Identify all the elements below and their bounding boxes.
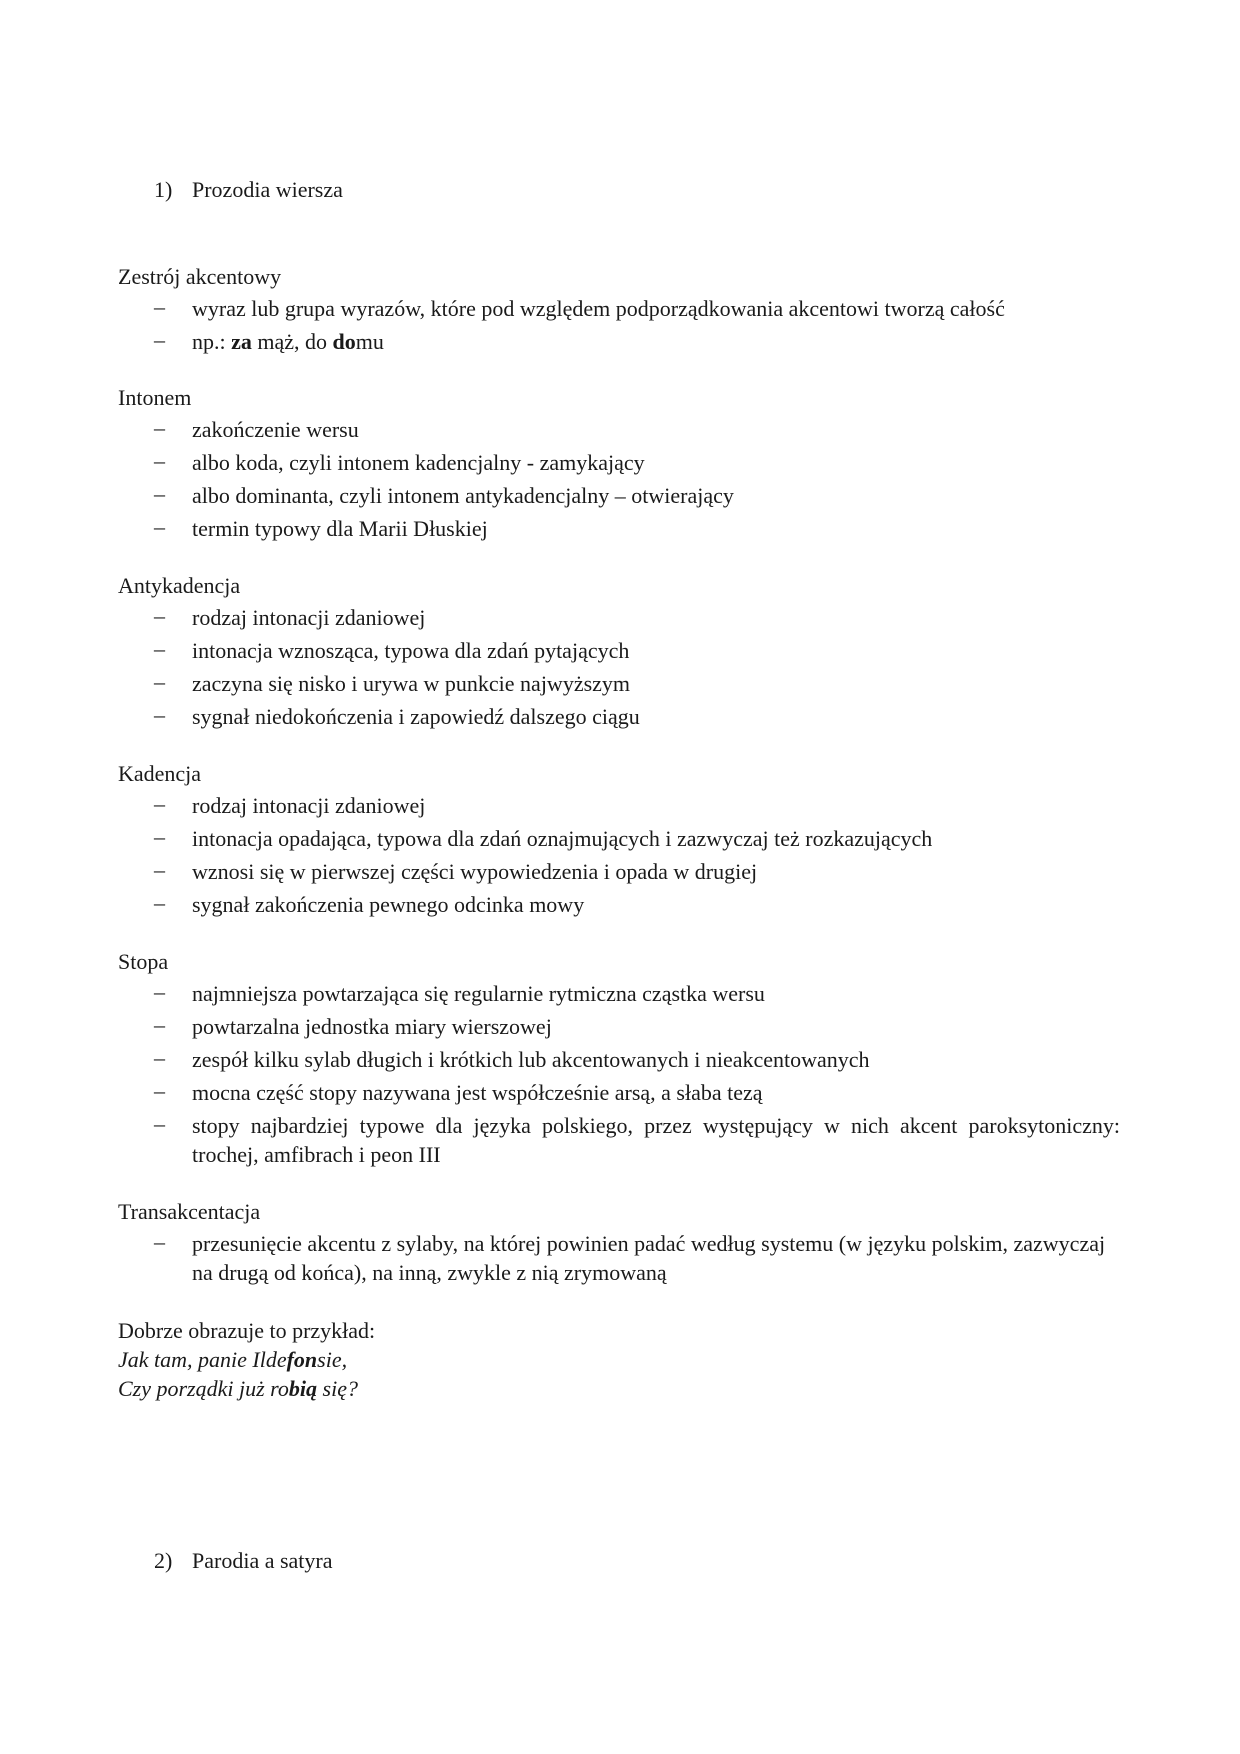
list-item — [154, 1229, 1120, 1287]
heading-number: 2) — [154, 1548, 173, 1573]
list-item-text: wyraz lub grupa wyrazów, które pod względem podporządkowania akcentowi tworzą całość — [192, 296, 1005, 321]
list-item-text: przesunięcie akcentu z sylaby, na której powinien padać według systemu (w języku polskim, zazwyczaj na drugą od końca), na inną, zwykle z nią zrymowaną — [192, 1231, 1106, 1285]
list-item-text: rodzaj intonacji zdaniowej — [192, 793, 426, 818]
list-item — [154, 448, 1120, 477]
dash-bullet: – — [154, 669, 165, 694]
list-item-text: stopy najbardziej typowe dla języka polskiego, przez występujący w nich akcent paroksytoniczny: trochej, amfibrach i peon III — [192, 1113, 1120, 1167]
list-item — [154, 669, 1120, 698]
heading-2 — [154, 1548, 333, 1574]
list-item — [154, 294, 1120, 323]
dash-bullet: – — [154, 857, 165, 882]
dash-bullet: – — [154, 979, 165, 1004]
list-item-text: zakończenie wersu — [192, 417, 359, 442]
term-stopa: Stopa — [118, 949, 169, 974]
list-item — [154, 702, 1120, 731]
list-item-text: np.: za mąż, do domu — [192, 329, 384, 354]
list-item — [154, 791, 1120, 820]
list-item-text: zespół kilku sylab długich i krótkich lub akcentowanych i nieakcentowanych — [192, 1047, 870, 1072]
dash-bullet: – — [154, 603, 165, 628]
dash-bullet: – — [154, 636, 165, 661]
list-item — [154, 857, 1120, 886]
dash-bullet: – — [154, 1111, 165, 1136]
list-item — [154, 481, 1120, 510]
dash-bullet: – — [154, 448, 165, 473]
dash-bullet: – — [154, 1229, 165, 1254]
list-item-text: termin typowy dla Marii Dłuskiej — [192, 516, 488, 541]
list-item-text: zaczyna się nisko i urywa w punkcie najwyższym — [192, 671, 631, 696]
list-item — [154, 636, 1120, 665]
heading-text: Prozodia wiersza — [192, 177, 343, 202]
stressed-syllable: do — [332, 329, 356, 354]
example-line-2: Czy porządki już robią się? — [118, 1376, 358, 1401]
stressed-syllable: bią — [288, 1376, 318, 1401]
dash-bullet: – — [154, 514, 165, 539]
example-line-1: Jak tam, panie Ildefonsie, — [118, 1347, 348, 1372]
dash-bullet: – — [154, 1012, 165, 1037]
dash-bullet: – — [154, 791, 165, 816]
list-item — [154, 1045, 1120, 1074]
term-zestroj: Zestrój akcentowy — [118, 264, 282, 289]
dash-bullet: – — [154, 1078, 165, 1103]
dash-bullet: – — [154, 327, 165, 352]
heading-number: 1) — [154, 177, 173, 202]
heading-1 — [154, 177, 343, 203]
dash-bullet: – — [154, 481, 165, 506]
list-item-text: albo dominanta, czyli intonem antykadencjalny – otwierający — [192, 483, 734, 508]
list-item — [154, 1111, 1120, 1169]
list-item-text: albo koda, czyli intonem kadencjalny - zamykający — [192, 450, 645, 475]
dash-bullet: – — [154, 824, 165, 849]
list-item — [154, 514, 1120, 543]
list-item-text: rodzaj intonacji zdaniowej — [192, 605, 426, 630]
dash-bullet: – — [154, 890, 165, 915]
dash-bullet: – — [154, 1045, 165, 1070]
list-item — [154, 327, 1120, 356]
list-item-text: intonacja opadająca, typowa dla zdań oznajmujących i zazwyczaj też rozkazujących — [192, 826, 933, 851]
list-item-text: sygnał niedokończenia i zapowiedź dalszego ciągu — [192, 704, 640, 729]
stressed-syllable: fon — [286, 1347, 318, 1372]
list-item — [154, 979, 1120, 1008]
term-transakcentacja: Transakcentacja — [118, 1199, 261, 1224]
dash-bullet: – — [154, 702, 165, 727]
stressed-syllable: za — [231, 329, 252, 354]
heading-text: Parodia a satyra — [192, 1548, 333, 1573]
example-intro: Dobrze obrazuje to przykład: — [118, 1318, 376, 1343]
list-item — [154, 1012, 1120, 1041]
list-item-text: mocna część stopy nazywana jest współcześnie arsą, a słaba tezą — [192, 1080, 763, 1105]
dash-bullet: – — [154, 294, 165, 319]
list-item-text: powtarzalna jednostka miary wierszowej — [192, 1014, 552, 1039]
term-intonem: Intonem — [118, 385, 192, 410]
list-item — [154, 415, 1120, 444]
term-kadencja: Kadencja — [118, 761, 202, 786]
list-item — [154, 1078, 1120, 1107]
list-item-text: najmniejsza powtarzająca się regularnie rytmiczna cząstka wersu — [192, 981, 765, 1006]
list-item — [154, 824, 1120, 853]
list-item-text: sygnał zakończenia pewnego odcinka mowy — [192, 892, 585, 917]
list-item-text: intonacja wznosząca, typowa dla zdań pytających — [192, 638, 630, 663]
term-antykadencja: Antykadencja — [118, 573, 241, 598]
list-item — [154, 603, 1120, 632]
dash-bullet: – — [154, 415, 165, 440]
list-item — [154, 890, 1120, 919]
list-item-text: wznosi się w pierwszej części wypowiedzenia i opada w drugiej — [192, 859, 758, 884]
